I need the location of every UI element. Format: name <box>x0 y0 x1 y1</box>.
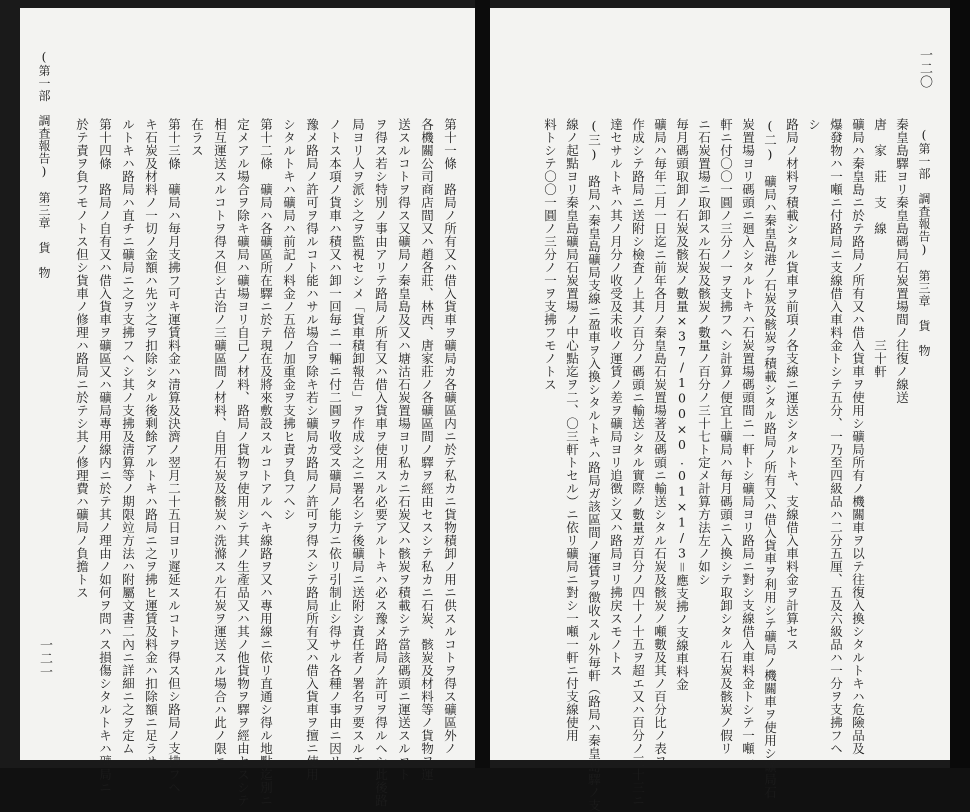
text-line: 礦局ハ毎年二月一日迄ニ前年各月ノ秦皇島石炭置場著及碼頭ニ輸送シタル石炭及骸炭ノ噸數及其ノ百分比ノ表ヲ <box>652 118 668 768</box>
scan-edge <box>950 0 970 768</box>
text-line: 第十三條 礦局ハ毎月支拂フ可キ運賃料金ハ清算及決濟ノ翌月二十五日ヨリ遲延スルコトヲ得ス但シ路局ノ支拂フヘ <box>166 118 182 794</box>
right-page-header: (第一部 調査報告) 第三章 貨 物 <box>917 128 931 357</box>
text-line: 秦皇島驛ヨリ秦皇島碼局石炭置場間ノ往復ノ線送 <box>894 118 910 404</box>
text-line: (三) 路局ハ秦皇島礦局支線ニ盈車ヲ入換シタルトキハ路局ガ該區間ノ運賃ヲ徴收スル外毎軒（路局ハ秦皇島驛ノ支 <box>586 118 602 812</box>
text-line: ルトキハ路局ハ直チニ礦局ニ之ヲ支拂フヘシ其ノ支拂及清算等ノ期限竝方法ハ附屬文書二內ニ詳細ニ之ヲ定ム <box>120 118 136 755</box>
text-line: 爆發物ハ一噸ニ付路局ニ支線借入車料金トシテ五分、一乃至四級品ハ二分五厘、五及六級品ハ一分ヲ支拂フヘ <box>828 118 844 755</box>
text-line: 在ラス <box>189 118 205 157</box>
text-line: 送スルコトヲ得ス又礦局ノ秦皇島及又ハ塘沽石炭置場ヨリ私カニ石炭又ハ骸炭ヲ積載シテ當該碼頭ニ運送スルコト <box>396 118 412 781</box>
text-line: 唐 家 莊 支 線 三十軒 <box>872 118 888 378</box>
right-page <box>490 8 950 812</box>
text-line: 第十二條 礦局ハ各礦區所在驛ニ於テ現在及將來敷設スルコトアルヘキ線路ヲ又ハ專用線ニ依リ直通シ得ル地點迄別ニ <box>258 118 274 807</box>
text-line: 毎月碼頭取卸ノ石炭及骸炭ノ數量×37/100×0.01×1/3＝應支拂ノ支線車料金 <box>674 118 690 691</box>
text-line: 線ノ起點ヨリ秦皇島礦局石炭置場ノ中心點迄ヲ二、〇三軒トセル）ニ依リ礦局ニ對シ一噸一軒ニ付支線使用 <box>564 118 580 742</box>
left-page-number: 一二一 <box>37 638 52 679</box>
left-page-header: (第一部 調査報告) 第三章 貨 物 <box>37 50 51 279</box>
text-line: シ <box>806 118 822 131</box>
text-line: シタルトキハ礦局ハ前記ノ料金ノ五倍ノ加重金ヲ支拂ヒ責ヲ負フヘシ <box>281 118 297 521</box>
text-line: 各機關公司商店間又ハ趙各莊、林西、唐家莊ノ各礦區間ノ驛ヲ經由セスシテ私カニ石炭、骸炭及材料等ノ貨物ヲ運 <box>419 118 435 781</box>
text-line: 軒ニ付〇〇一圓ノ三分ノ一ヲ支拂フヘシ計算ノ便宜上礦局ハ毎月碼頭ニ入換シテ取卸シタル石炭及骸炭ノ假リ <box>718 118 734 755</box>
text-line: 炭置場ヨリ碼頭ニ廻入シタルトキハ石炭置場碼頭間ニ一軒トシ礦局ヨリ路局ニ對シ支線借入車料金トシテ一噸一 <box>740 118 756 768</box>
text-line: 第十一條 路局ノ所有又ハ借入貨車ヲ礦局カ各礦區内ニ於テ私カニ貨物積卸ノ用ニ供スルコトヲ得ス礦區外ノ <box>442 118 458 755</box>
text-line: 豫メ路局ノ許可ヲ得ルコト能ハサル場合ヲ除キ若シ礦局カ路局ノ許可ヲ得スシテ路局所有又ハ借入貨車ヲ擅ニ使用 <box>304 118 320 781</box>
text-line: ノトス本項ノ貨車ハ積又ハ卸一回毎ニ一輛ニ付二圓ヲ收受ス礦局ノ能力ニ依リ引制止シ得サル各種ノ事由ニ因リ <box>327 118 343 768</box>
text-line: 路局ノ材料ヲ積載シタル貨車ヲ前項ノ各支線ニ運送シタルトキ、支線借入車料金ヲ計算セス <box>784 118 800 651</box>
left-page <box>20 8 475 807</box>
text-line: 第十四條 路局ノ自有又ハ借入貨車ヲ礦區又ハ礦局專用線内ニ於テ其ノ理由ノ如何ヲ問ハス損傷シタルトキハ礦局ニ <box>97 118 113 794</box>
text-line: 相互運送スルコトヲ得ス但シ古治ノ三礦區間ノ材料、自用石炭及骸炭ハ洗滌スル石炭ヲ運送スル場合ハ此ノ限ニ <box>212 118 228 768</box>
text-line: ヲ得ス若シ特別ノ事由アリテ路局ノ所有又ハ借入貨車ヲ使用スル必要アルトキハ必ス豫メ路局ノ許可ヲ得ルヘシ此後路 <box>373 118 389 807</box>
text-line: 作成シテ路局ニ送附シ檢査ノ上其ノ百分ノ碼頭ニ輸送シタル實際ノ數量ガ百分ノ四十ノ十五ヲ超エ又ハ百分ノ三十三ニ <box>630 118 646 807</box>
text-line: 達セサルトキハ其ノ月分ノ收受及未收ノ運賃ノ差ヲ礦局ヨリ追徴シ又ハ路局ヨリ拂戻スモノトス <box>608 118 624 677</box>
book-gutter <box>475 0 490 768</box>
text-line: 定メアル場合ヲ除キ礦局ハ礦場ヨリ自己ノ材料、路局ノ貨物ヲ使用シテ其ノ生產品又ハ其ノ他貨物ヲ驛ヲ經由セスシテ <box>235 118 251 807</box>
text-line: 局ヨリ人ヲ派シ之ヲ監視セシメ「貨車積卸報告」ヲ作成シ之ニ署名シテ後礦局ニ送附シ責任者ノ署名ヲ要スルモ <box>350 118 366 768</box>
text-line: キ石炭及材料ノ一切ノ金額ハ先ツ之ヲ扣除シタル後剩餘アルトキハ路局ニ之ヲ拂ヒ運賃及料金ハ扣除額ニ足ラサ <box>143 118 159 768</box>
text-line: (二) 礦局ハ秦皇島港ノ石炭及骸炭ヲ積載シタル路局ノ所有又ハ借入貨車ヲ利用シテ礦局ノ機關車ヲ使用シ礦局石 <box>762 118 778 799</box>
text-line: 料トシテ〇〇一圓ノ三分ノ一ヲ支拂フモノトス <box>542 118 558 391</box>
text-line: 礦局ハ秦皇島ニ於テ路局ノ所有又ハ借入貨車ヲ使用シ礦局所有ノ機關車ヲ以テ往復入換シタルトキハ危險品及 <box>850 118 866 755</box>
right-page-number: 一二〇 <box>917 48 932 89</box>
text-line: 於テ責ヲ負フモノトス但シ貨車ノ修理ハ路局ニ於テシ其ノ修理費ハ礦局ノ負擔トス <box>74 118 90 599</box>
text-line: ニ石炭置場ニ取卸スル石炭及骸炭ノ數量ノ百分ノ三十七ト定メ計算方法左ノ如シ <box>696 118 712 586</box>
